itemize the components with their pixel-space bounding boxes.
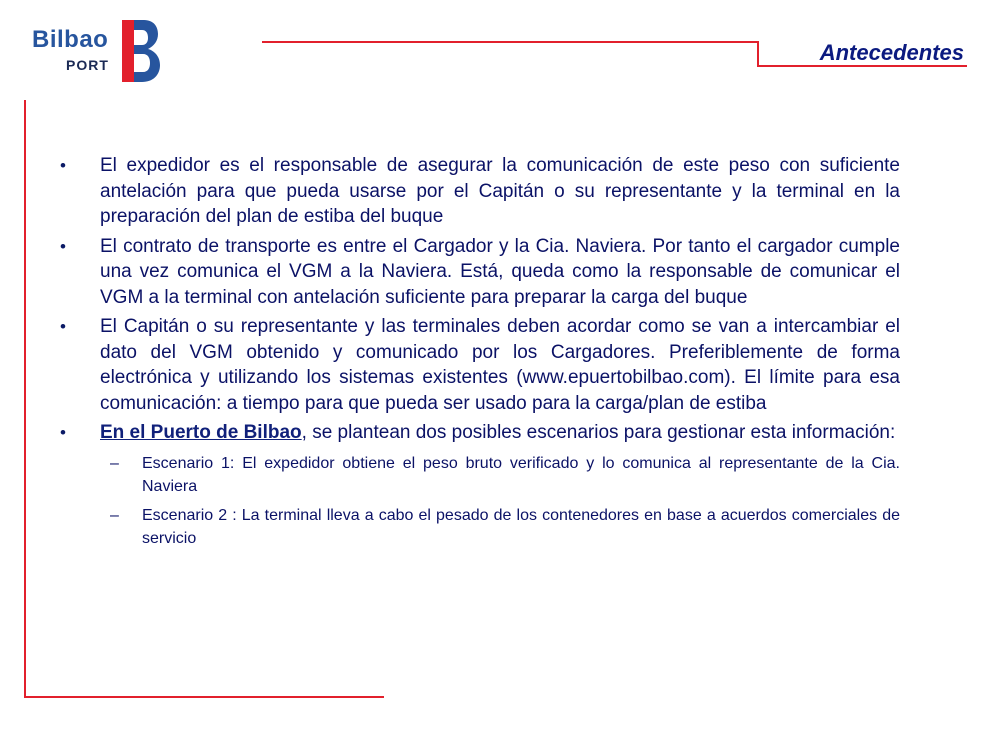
sub-list	[110, 452, 900, 550]
bullet-marker: •	[60, 317, 66, 336]
sub-list-item	[110, 504, 900, 550]
bullet-marker: •	[60, 236, 66, 256]
list-item	[58, 314, 900, 416]
title-divider-line	[262, 41, 758, 43]
frame-bottom-border	[24, 696, 384, 698]
dash-marker: –	[110, 506, 119, 524]
bullet-marker: •	[60, 156, 66, 175]
bullet-marker: •	[60, 423, 66, 442]
bullet-text: El Capitán o su representante y las terminales deben acordar como se van a intercambiar el dato del VGM obtenido y comunicado por los Cargadores. Preferiblemente de forma electrónica y utilizando los sistemas existentes (www.epuertobilbao.com). El límite para esa comunicación: a tiempo para que pueda ser usado para la carga/plan de estiba	[100, 316, 900, 414]
bullet-text: El contrato de transporte es entre el Cargador y la Cia. Naviera. Por tanto el cargador cumple una vez comunica el VGM a la Naviera. Está, queda como la responsable de comunicar el VGM a la terminal con antelación suficiente para preparar la carga del buque	[100, 235, 900, 308]
title-divider-step	[757, 41, 759, 67]
list-item	[58, 234, 900, 311]
bullet-text	[100, 420, 895, 446]
bullet-text: El expedidor es el responsable de asegurar la comunicación de este peso con suficiente antelación para que pueda usarse por el Capitán o su representante y la terminal en la preparación del plan de estiba del buque	[100, 155, 900, 227]
list-item	[58, 420, 900, 446]
logo-b-mark-icon	[120, 18, 162, 84]
sub-item-text: Escenario 1: El expedidor obtiene el peso bruto verificado y lo comunica al representante de la Cia. Naviera	[142, 454, 900, 495]
sub-item-text: Escenario 2 : La terminal lleva a cabo el pesado de los contenedores en base a acuerdos comerciales de servicio	[142, 506, 900, 547]
bullet-text-rest: , se plantean dos posibles escenarios para gestionar esta información:	[301, 422, 896, 443]
bilbao-port-logo	[32, 18, 162, 84]
sub-list-item	[110, 452, 900, 498]
bullet-list	[58, 153, 900, 556]
logo-text-port: PORT	[66, 57, 109, 73]
page-title: Antecedentes	[819, 40, 964, 65]
bullet-lead-underlined: En el Puerto de Bilbao	[100, 422, 302, 443]
dash-marker: –	[110, 454, 119, 472]
logo-text-bilbao: Bilbao	[32, 26, 109, 53]
list-item	[58, 153, 900, 230]
frame-left-border	[24, 100, 26, 698]
